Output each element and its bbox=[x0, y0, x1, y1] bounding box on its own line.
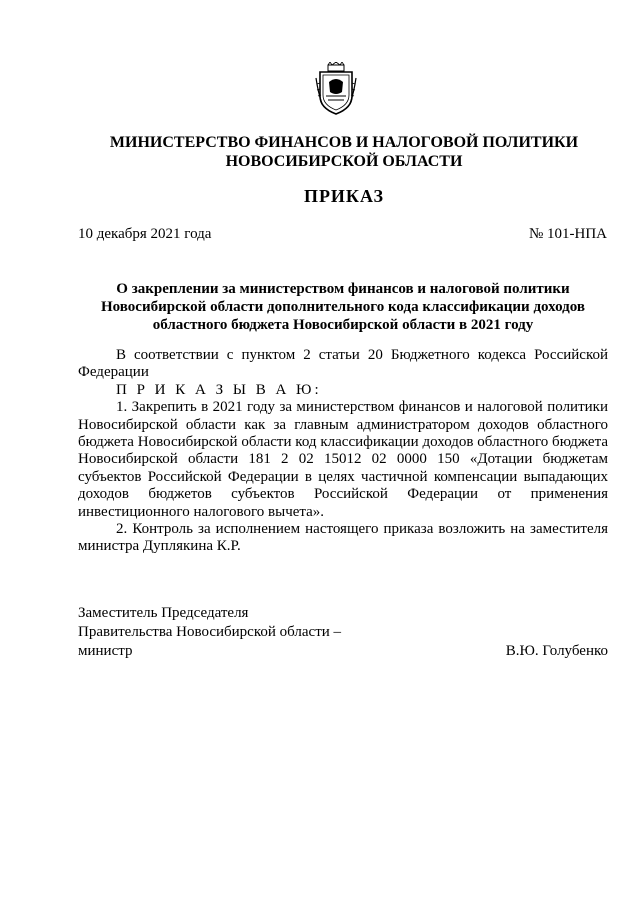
ministry-line-2: НОВОСИБИРСКОЙ ОБЛАСТИ bbox=[225, 153, 463, 170]
document-type-title: ПРИКАЗ bbox=[303, 186, 385, 206]
subject-line-3: областного бюджета Новосибирской области в 2021 году bbox=[152, 317, 534, 333]
coat-of-arms-icon bbox=[314, 62, 358, 116]
signer-position-line-3: министр bbox=[78, 643, 133, 659]
signature-block bbox=[78, 604, 608, 661]
subject-line-1: О закреплении за министерством финансов и налоговой политики bbox=[116, 281, 570, 297]
subject-line-2: Новосибирской области дополнительного кода классификации доходов bbox=[101, 299, 585, 315]
ministry-name bbox=[0, 133, 640, 171]
signer-position-line-1: Заместитель Председателя bbox=[78, 605, 249, 621]
document-body bbox=[78, 347, 608, 556]
signer-final-line bbox=[78, 642, 608, 661]
document-subject bbox=[78, 280, 608, 334]
ministry-line-1: МИНИСТЕРСТВО ФИНАНСОВ И НАЛОГОВОЙ ПОЛИТИКИ bbox=[109, 134, 579, 151]
body-order-word: П Р И К А З Ы В А Ю: bbox=[116, 381, 322, 398]
document-date: 10 декабря 2021 года bbox=[78, 226, 212, 242]
body-paragraph-item-2: 2. Контроль за исполнением настоящего приказа возложить на заместителя министра Дуплякина К.Р. bbox=[78, 521, 608, 555]
signer-name: В.Ю. Голубенко bbox=[505, 643, 608, 659]
signer-position-line-2: Правительства Новосибирской области – bbox=[78, 624, 342, 640]
body-paragraph-item-1: 1. Закрепить в 2021 году за министерством финансов и налоговой политики Новосибирской области как за главным администратором доходов областного бюджета Новосибирской области код классификации доходов областного бюджета Новосибирской области 181 2 02 15012 02 0000 150 «Дотации бюджетам субъектов Российской Федерации в целях частичной компенсации выпадающих доходов бюджетов субъектов Российской Федерации от применения инвестиционного налогового вычета». bbox=[78, 399, 608, 520]
body-paragraph-basis: В соответствии с пунктом 2 статьи 20 Бюджетного кодекса Российской Федерации bbox=[78, 347, 608, 381]
document-number: № 101-НПА bbox=[528, 226, 607, 242]
